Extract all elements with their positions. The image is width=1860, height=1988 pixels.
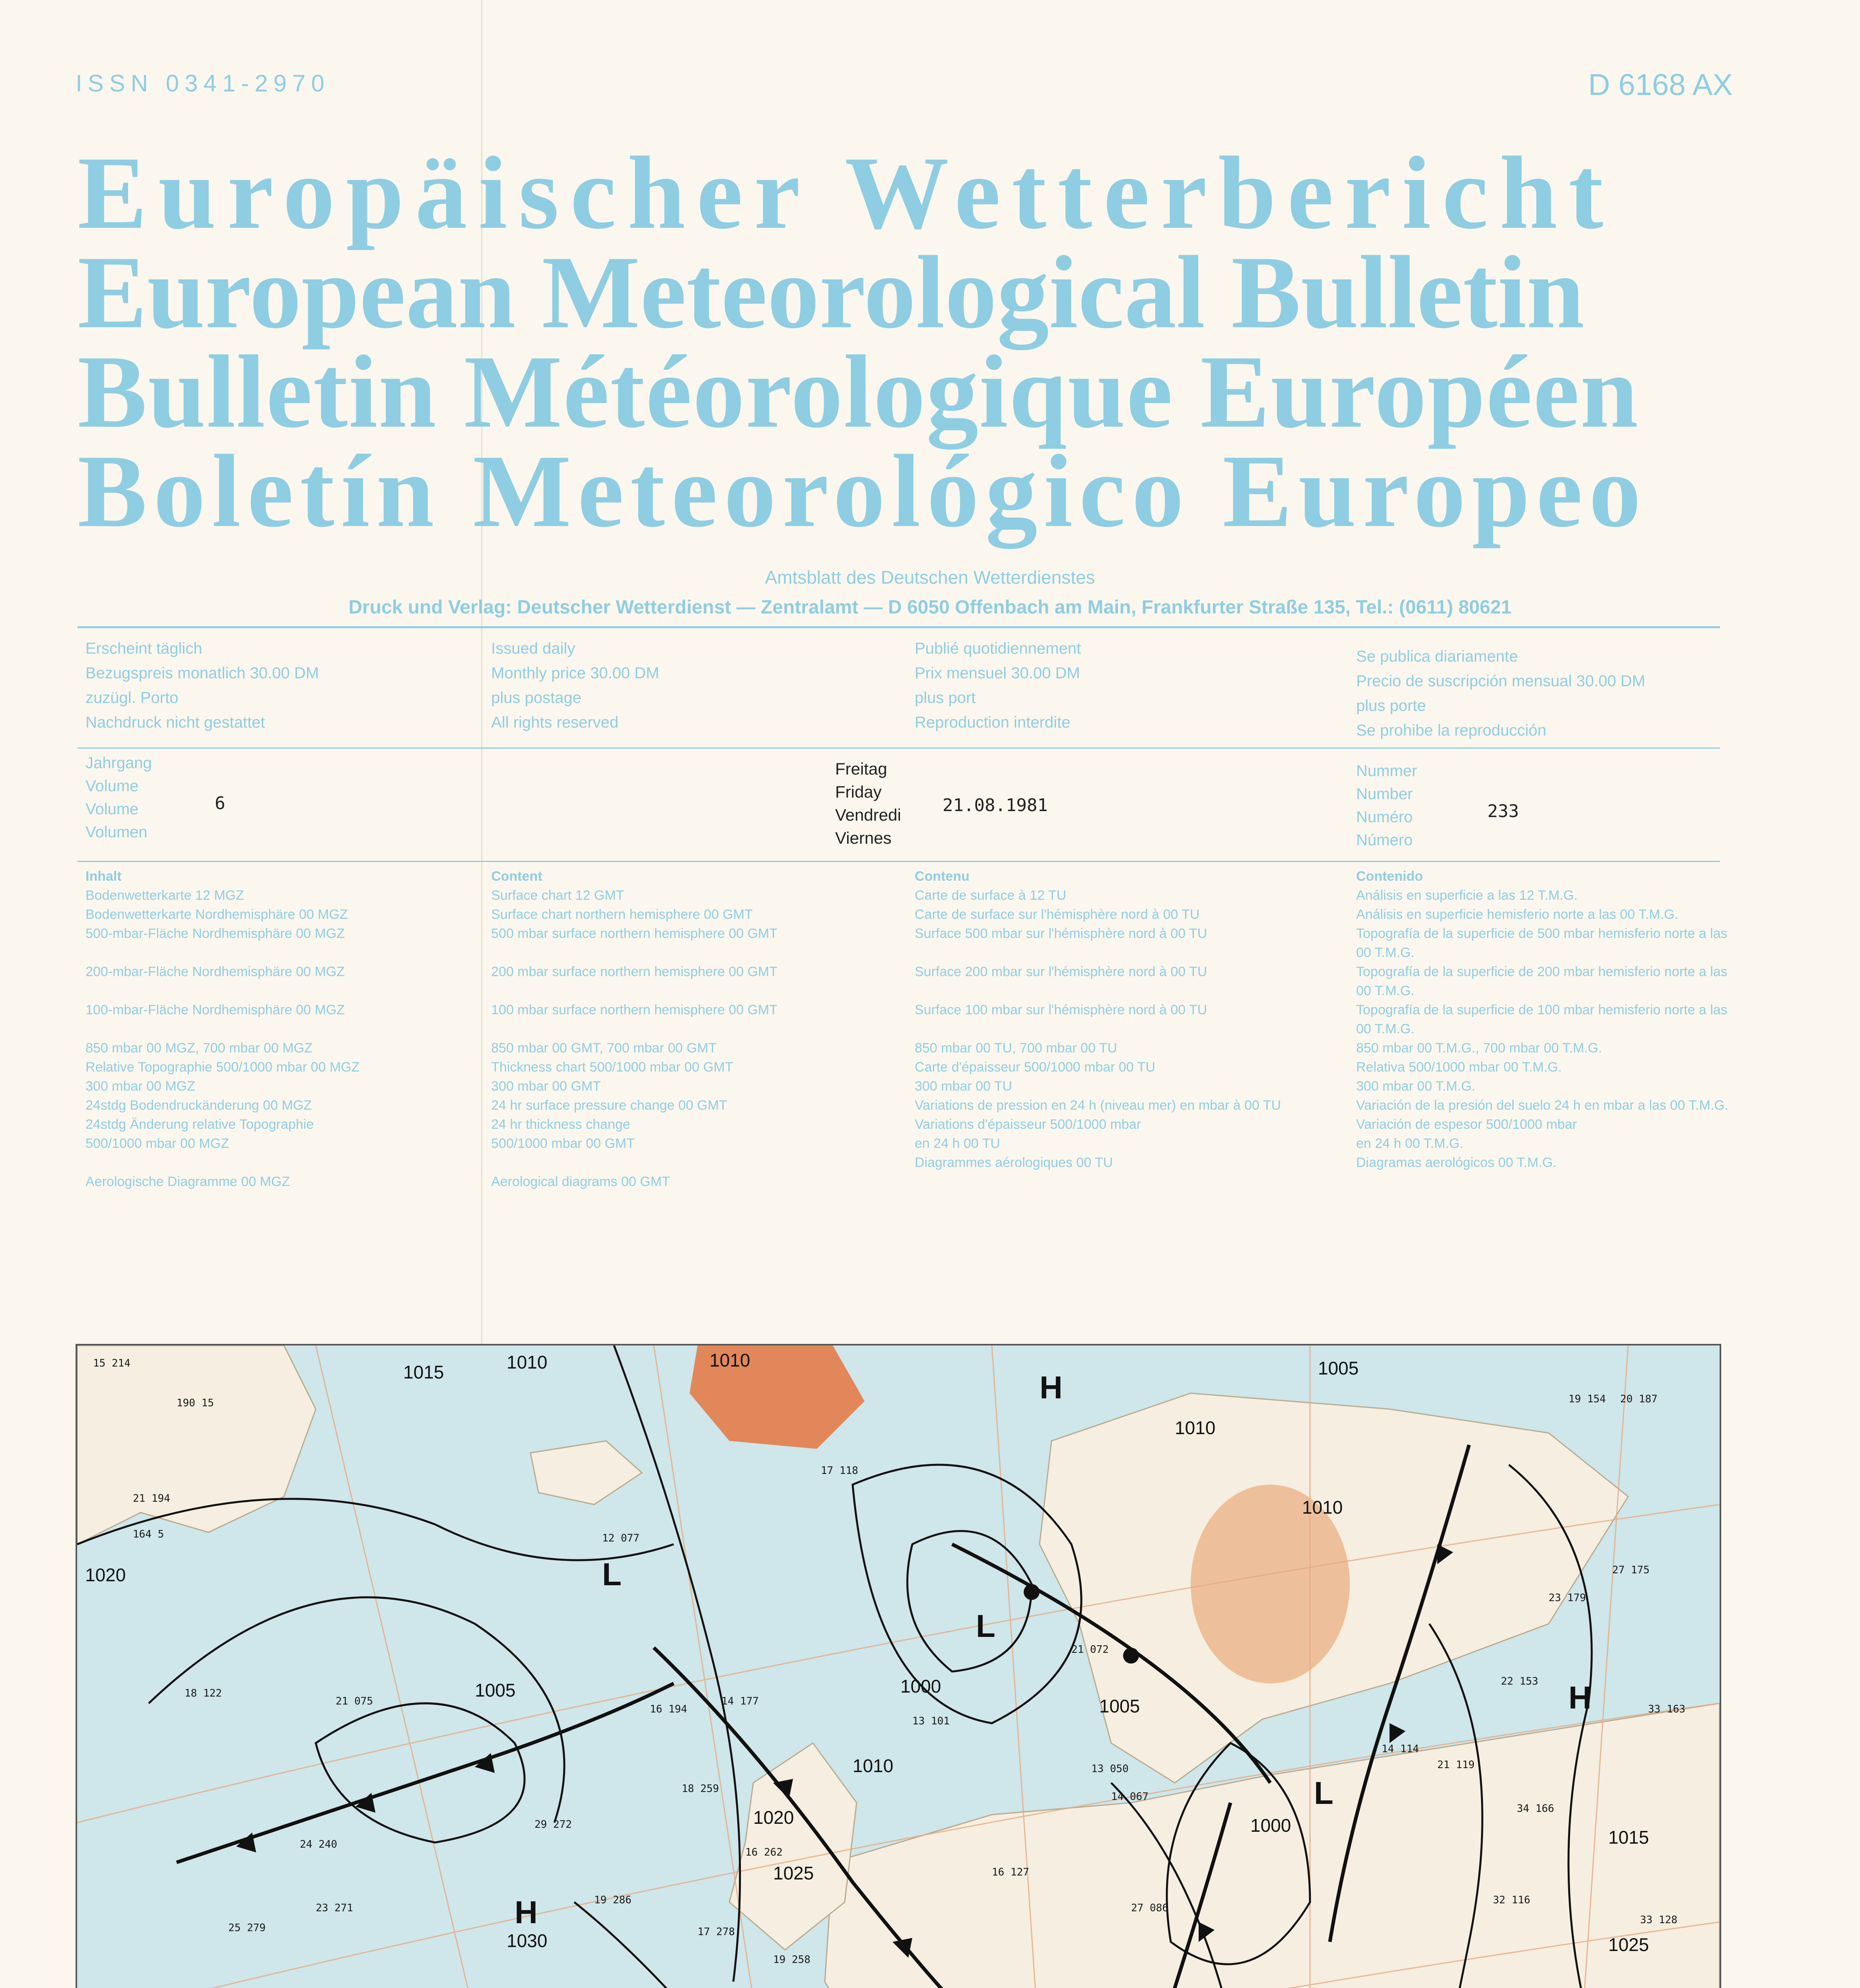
divider [78,747,1720,749]
station-plot: 15 214 [93,1357,130,1369]
isobar-label: 1020 [753,1807,794,1828]
day-label: Freitag [835,759,887,778]
contents-item: 500/1000 mbar 00 GMT [491,1136,635,1151]
contents-heading: Inhalt [86,869,122,884]
station-plot: 14 177 [721,1695,759,1707]
day-label: Friday [835,782,882,801]
isobar-label: 1010 [709,1350,750,1371]
contents-item: 24stdg Änderung relative Topographie [86,1117,314,1132]
greenland-landmass [77,1345,316,1544]
contents-item: 850 mbar 00 TU, 700 mbar 00 TU [915,1041,1118,1056]
info-line: zuzügl. Porto [86,689,179,707]
station-plot: 19 286 [594,1894,632,1906]
isobar-label: 1000 [1250,1815,1291,1836]
isobar-label: 1025 [1608,1934,1649,1955]
isobar-label: 1025 [773,1863,814,1883]
info-column-de [86,636,483,735]
station-plot: 24 240 [300,1839,337,1850]
contents-heading: Content [491,869,542,884]
contents-item: Surface 200 mbar sur l'hémisphère nord à 00 TU [915,964,1207,979]
info-column-fr [915,636,1312,735]
info-line: Publié quotidiennement [915,640,1081,657]
contents-item: Surface 500 mbar sur l'hémisphère nord à 00 TU [915,926,1207,941]
contents-item: en 24 h 00 T.M.G. [1356,1136,1464,1151]
contents-column-fr [915,867,1312,1172]
contents-item: 300 mbar 00 GMT [491,1079,601,1094]
station-plot: 34 166 [1517,1803,1554,1815]
low-pressure-center: L [976,1608,995,1644]
isobar-label: 1005 [475,1680,516,1701]
station-plot: 25 279 [228,1922,266,1934]
contents-item: Variación de la presión del suelo 24 h en mbar a las 00 T.M.G. [1356,1098,1729,1113]
contents-item: 100 mbar surface northern hemisphere 00 GMT [491,1002,778,1017]
contents-item: en 24 h 00 TU [915,1136,1000,1151]
info-line: plus port [915,689,976,707]
contents-column-en [491,867,889,1191]
number-label: Number [1356,785,1413,803]
contents-column-de [86,867,483,1191]
isobar-label: 1005 [1099,1696,1140,1716]
contents-item: Bodenwetterkarte Nordhemisphäre 00 MGZ [86,907,348,922]
station-plot: 21 194 [133,1493,170,1505]
contents-item: Topografía de la superficie de 500 mbar hemisferio norte a las 00 T.M.G. [1356,926,1728,960]
info-line: Bezugspreis monatlich 30.00 DM [86,664,319,682]
day-label: Viernes [835,829,892,847]
title-french: Bulletin Météorologique Européen [78,334,1639,449]
contents-item: Variación de espesor 500/1000 mbar [1356,1117,1577,1132]
station-plot: 20 187 [1620,1393,1658,1405]
station-plot: 17 118 [821,1465,858,1477]
contents-item: 200-mbar-Fläche Nordhemisphäre 00 MGZ [86,964,345,979]
station-plot: 18 259 [682,1783,719,1795]
issn-number: ISSN 0341-2970 [76,70,330,97]
info-line: Se publica diariamente [1356,648,1518,665]
station-plot: 32 116 [1493,1894,1530,1906]
contents-item: Surface chart 12 GMT [491,888,624,903]
contents-item: Variations de pression en 24 h (niveau mer) en mbar à 00 TU [915,1098,1281,1113]
station-plot: 19 258 [773,1954,810,1966]
contents-item: 24 hr thickness change [491,1117,630,1132]
station-plot: 19 154 [1568,1393,1606,1405]
contents-item: 850 mbar 00 T.M.G., 700 mbar 00 T.M.G. [1356,1041,1602,1056]
contents-item: Diagrammes aérologiques 00 TU [915,1155,1113,1170]
contents-item: 850 mbar 00 MGZ, 700 mbar 00 MGZ [86,1041,313,1056]
info-line: Reproduction interdite [915,714,1071,731]
contents-item: Bodenwetterkarte 12 MGZ [86,888,244,903]
station-plot: 23 179 [1549,1592,1586,1604]
contents-item: Topografía de la superficie de 200 mbar hemisferio norte a las 00 T.M.G. [1356,964,1728,998]
contents-item: 200 mbar surface northern hemisphere 00 GMT [491,964,778,979]
station-plot: 17 278 [698,1926,735,1938]
contents-item: Surface 100 mbar sur l'hémisphère nord à 00 TU [915,1002,1207,1017]
info-line: Monthly price 30.00 DM [491,664,659,682]
info-line: Precio de suscripción mensual 30.00 DM [1356,672,1646,690]
station-plot: 16 127 [992,1866,1029,1878]
info-line: plus porte [1356,697,1426,714]
contents-item: 500/1000 mbar 00 MGZ [86,1136,229,1151]
europe-landmass [773,1703,1720,1988]
contents-item: 300 mbar 00 TU [915,1079,1013,1094]
volume-label: Volumen [86,823,148,841]
title-spanish: Boletín Meteorológico Europeo [78,433,1648,549]
info-column-es [1356,644,1734,743]
contents-item: Carte de surface sur l'hémisphère nord à 00 TU [915,907,1200,922]
contents-item: 500-mbar-Fläche Nordhemisphäre 00 MGZ [86,926,345,941]
isobar-label: 1005 [1318,1358,1359,1378]
issue-date: 21.08.1981 [943,795,1048,815]
contents-item: 500 mbar surface northern hemisphere 00 GMT [491,926,778,941]
contents-heading: Contenu [915,869,970,884]
low-pressure-center: L [602,1557,622,1592]
number-label: Numéro [1356,808,1413,826]
station-plot: 33 163 [1648,1703,1685,1715]
contents-item: 300 mbar 00 MGZ [86,1079,195,1094]
title-block [78,135,1768,549]
contents-item: Aerologische Diagramme 00 MGZ [86,1174,290,1189]
contents-item: 100-mbar-Fläche Nordhemisphäre 00 MGZ [86,1002,345,1017]
contents-column-es [1356,867,1734,1172]
divider [78,626,1720,628]
map-graphic [77,1345,1720,1988]
contents-item: Aerological diagrams 00 GMT [491,1174,670,1189]
volume-value: 6 [215,793,225,813]
station-plot: 21 075 [336,1695,373,1707]
contents-item: Análisis en superficie a las 12 T.M.G. [1356,888,1578,903]
contents-heading: Contenido [1356,869,1423,884]
info-column-en [491,636,889,735]
isobar-label: 1010 [1175,1417,1216,1438]
isobar-label: 1015 [1608,1827,1649,1848]
station-plot: 190 15 [177,1397,214,1409]
contents-item: Diagramas aerológicos 00 T.M.G. [1356,1155,1557,1170]
station-plot: 164 5 [133,1528,164,1540]
low-pressure-center: L [1314,1775,1333,1811]
station-plot: 21 119 [1437,1759,1475,1771]
station-plot: 29 272 [534,1819,572,1831]
day-labels [835,757,901,850]
contents-item: Relative Topographie 500/1000 mbar 00 MGZ [86,1060,360,1075]
contents-item: Variations d'épaisseur 500/1000 mbar [915,1117,1141,1132]
contents-item: Análisis en superficie hemisferio norte a las 00 T.M.G. [1356,907,1679,922]
contents-item: Relativa 500/1000 mbar 00 T.M.G. [1356,1060,1562,1075]
info-line: Issued daily [491,640,575,657]
divider [78,861,1720,862]
surface-weather-map [76,1344,1721,1988]
day-label: Vendredi [835,806,901,824]
isobar-label: 1010 [507,1352,548,1373]
volume-label: Volume [86,800,139,818]
station-plot: 27 086 [1131,1902,1168,1914]
station-plot: 33 128 [1640,1914,1677,1926]
number-label: Nummer [1356,762,1417,780]
contents-item: Carte de surface à 12 TU [915,888,1067,903]
contents-item: 300 mbar 00 T.M.G. [1356,1079,1475,1094]
station-plot: 23 271 [316,1902,353,1914]
station-plot: 13 050 [1091,1763,1129,1775]
station-plot: 14 067 [1111,1791,1149,1803]
station-plot: 13 101 [912,1715,950,1727]
station-plot: 16 262 [745,1846,783,1858]
info-line: All rights reserved [491,714,619,731]
contents-item: Carte d'épaisseur 500/1000 mbar 00 TU [915,1060,1155,1075]
volume-label: Volume [86,777,139,795]
isobar-label: 1010 [1302,1497,1343,1518]
info-line: Erscheint täglich [86,640,202,657]
station-plot: 14 114 [1382,1743,1419,1755]
isobar-label: 1030 [507,1930,548,1951]
contents-item: 24 hr surface pressure change 00 GMT [491,1098,727,1113]
amtsblatt-line: Amtsblatt des Deutschen Wetterdienstes [765,567,1095,588]
title-german: Europäischer Wetterbericht [78,135,1615,250]
publisher-line: Druck und Verlag: Deutscher Wetterdienst — Zentralamt — D 6050 Offenbach am Main, Frankfurter Straße 135, Tel.: (0611) 80621 [348,597,1512,618]
isobar-label: 1010 [853,1755,894,1776]
contents-item: Topografía de la superficie de 100 mbar hemisferio norte a las 00 T.M.G. [1356,1002,1728,1037]
publication-code: D 6168 AX [1588,68,1733,102]
high-pressure-center: H [1568,1680,1592,1715]
station-plot: 22 153 [1501,1675,1538,1687]
isobar-label: 1000 [900,1676,941,1697]
isobar-label: 1015 [403,1362,444,1382]
station-plot: 21 072 [1071,1644,1109,1656]
contents-item: 850 mbar 00 GMT, 700 mbar 00 GMT [491,1041,717,1056]
contents-item: Thickness chart 500/1000 mbar 00 GMT [491,1060,733,1075]
info-line: Nachdruck nicht gestattet [86,714,265,731]
info-line: plus postage [491,689,581,707]
high-pressure-center: H [515,1895,538,1930]
contents-item: 24stdg Bodendruckänderung 00 MGZ [86,1098,312,1113]
title-english: European Meteorological Bulletin [78,235,1585,350]
info-line: Se prohibe la reproducción [1356,722,1547,739]
isobar-label: 1020 [85,1565,126,1585]
station-plot: 12 077 [602,1532,639,1544]
info-line: Prix mensuel 30.00 DM [915,664,1080,682]
iceland-landmass [531,1441,642,1505]
station-plot: 18 122 [185,1687,222,1699]
issue-number: 233 [1487,801,1519,821]
station-plot: 27 175 [1612,1564,1650,1576]
station-plot: 16 194 [650,1703,687,1715]
volume-label: Jahrgang [86,754,152,772]
contents-item: Surface chart northern hemisphere 00 GMT [491,907,753,922]
high-pressure-center: H [1040,1370,1063,1405]
number-label: Número [1356,831,1413,849]
